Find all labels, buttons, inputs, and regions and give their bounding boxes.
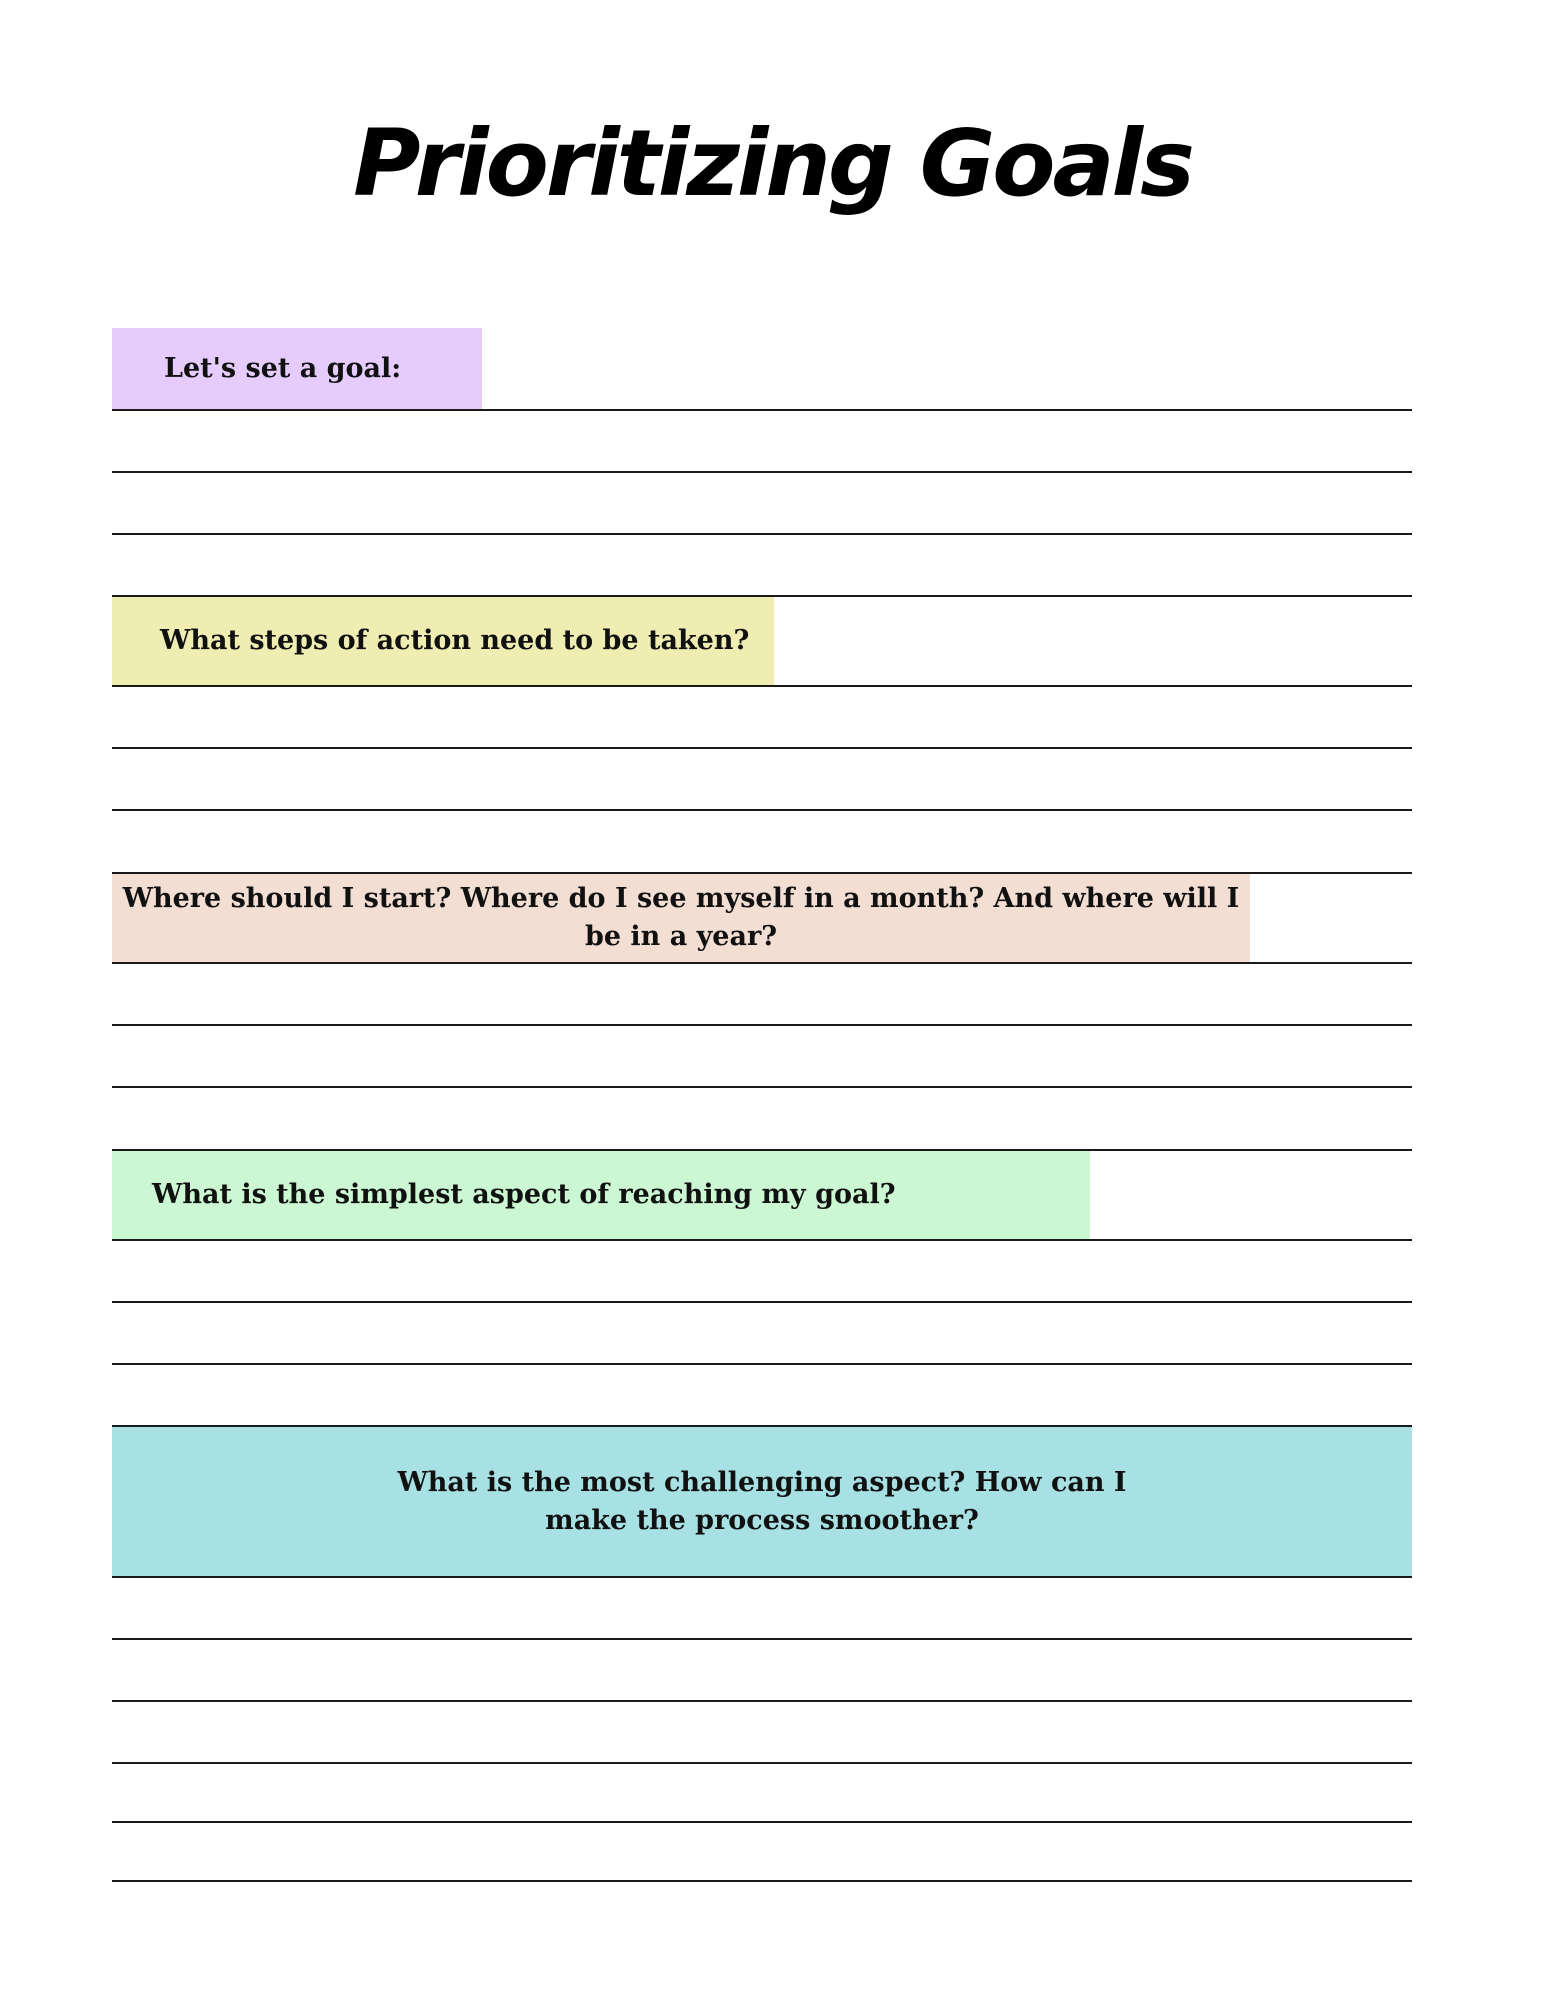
writing-line[interactable] — [112, 1762, 1412, 1764]
prompt-where-to-start — [112, 874, 1250, 962]
writing-line[interactable] — [112, 747, 1412, 749]
writing-line[interactable] — [112, 1821, 1412, 1823]
prompt-challenging-aspect — [112, 1427, 1412, 1576]
prompt-simplest-aspect-label: What is the simplest aspect of reaching my goal? — [152, 1179, 896, 1211]
writing-line[interactable] — [112, 1024, 1412, 1026]
prompt-set-goal-label: Let's set a goal: — [164, 353, 402, 385]
writing-line[interactable] — [112, 1700, 1412, 1702]
writing-line[interactable] — [112, 1576, 1412, 1578]
prompt-steps-of-action — [112, 597, 774, 685]
writing-line[interactable] — [112, 1086, 1412, 1088]
writing-line[interactable] — [112, 685, 1412, 687]
writing-line[interactable] — [112, 809, 1412, 811]
writing-line[interactable] — [112, 533, 1412, 535]
prompt-challenging-aspect-label: What is the most challenging aspect? How can I make the process smoother? — [397, 1466, 1127, 1536]
page-title: Prioritizing Goals — [353, 110, 1192, 217]
prompt-where-to-start-label: Where should I start? Where do I see myself in a month? And where will I be in a year? — [122, 883, 1240, 952]
writing-line[interactable] — [112, 1363, 1412, 1365]
writing-line[interactable] — [112, 1880, 1412, 1882]
writing-line[interactable] — [112, 1301, 1412, 1303]
prompt-set-goal — [112, 328, 482, 410]
prompt-steps-of-action-label: What steps of action need to be taken? — [160, 625, 750, 657]
writing-line[interactable] — [112, 1239, 1412, 1241]
writing-line[interactable] — [112, 962, 1412, 964]
writing-line[interactable] — [112, 1638, 1412, 1640]
writing-line[interactable] — [112, 409, 1412, 411]
writing-line[interactable] — [112, 471, 1412, 473]
prompt-simplest-aspect — [112, 1151, 1090, 1239]
